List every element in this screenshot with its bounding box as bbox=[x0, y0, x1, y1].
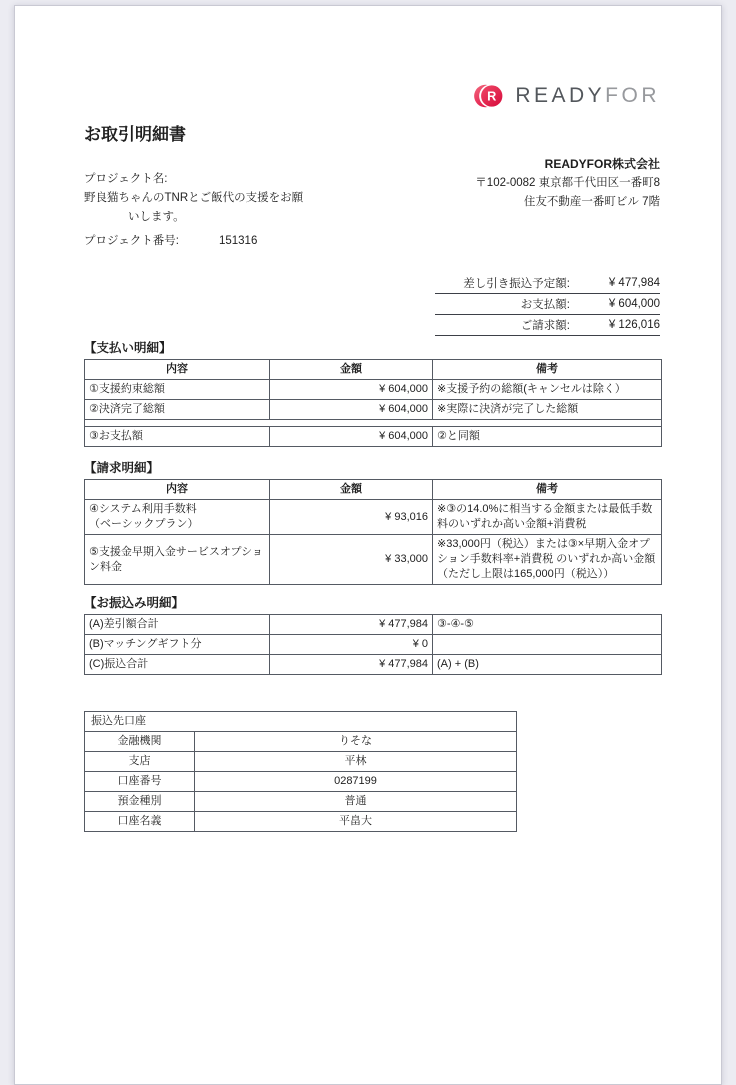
payment-details-table bbox=[84, 359, 662, 447]
project-name bbox=[84, 189, 384, 227]
table-row bbox=[85, 535, 662, 585]
bank-row-label: 預金種別 bbox=[85, 792, 195, 812]
header-row bbox=[85, 360, 662, 380]
column-header-item: 内容 bbox=[85, 480, 270, 500]
project-number-label: プロジェクト番号: bbox=[84, 235, 179, 247]
payment-details-heading: 【支払い明細】 bbox=[84, 341, 172, 355]
amount-cell: ¥ 33,000 bbox=[270, 535, 433, 585]
bank-row-label: 金融機関 bbox=[85, 732, 195, 752]
amount-cell: ¥ 477,984 bbox=[270, 655, 433, 675]
project-block bbox=[84, 155, 384, 251]
table-row bbox=[85, 635, 662, 655]
item-cell: ①支援約束総額 bbox=[85, 380, 270, 400]
readyfor-wordmark bbox=[515, 84, 660, 108]
bank-row-value: 普通 bbox=[195, 792, 517, 812]
amount-cell: ¥ 604,000 bbox=[270, 400, 433, 420]
table-row bbox=[85, 380, 662, 400]
summary-row-label: 差し引き振込予定額: bbox=[463, 278, 570, 290]
table-row bbox=[85, 615, 662, 635]
bank-row-label: 口座名義 bbox=[85, 812, 195, 832]
item-cell: ③お支払額 bbox=[85, 427, 270, 447]
amount-cell: ¥ 477,984 bbox=[270, 615, 433, 635]
bank-row-value: 平林 bbox=[195, 752, 517, 772]
bank-row-label: 口座番号 bbox=[85, 772, 195, 792]
table-row bbox=[85, 500, 662, 535]
bank-row bbox=[85, 732, 517, 752]
bank-title-row bbox=[85, 712, 517, 732]
document-title: お取引明細書 bbox=[84, 125, 186, 144]
project-number bbox=[84, 232, 384, 251]
project-name-line2: いします。 bbox=[128, 211, 185, 223]
item-cell: ⑤支援金早期入金サービスオプション料金 bbox=[85, 535, 270, 585]
summary-row-value: ¥ 126,016 bbox=[608, 319, 660, 331]
transfer-details-table bbox=[84, 614, 662, 675]
billing-details-heading: 【請求明細】 bbox=[84, 461, 160, 475]
item-line1: ④システム利用手数料 bbox=[89, 503, 197, 515]
bank-row-label: 支店 bbox=[85, 752, 195, 772]
table-row bbox=[85, 400, 662, 420]
summary-row-value: ¥ 477,984 bbox=[608, 277, 660, 289]
note-cell: ※33,000円（税込）または③×早期入金オプション手数料率+消費税 のいずれか高い金額（ただし上限は165,000円（税込）） bbox=[433, 535, 662, 585]
table-row bbox=[85, 427, 662, 447]
document-page bbox=[14, 5, 722, 1085]
company-block bbox=[475, 155, 660, 251]
summary-table bbox=[435, 273, 660, 336]
bank-row bbox=[85, 752, 517, 772]
bank-row bbox=[85, 772, 517, 792]
project-name-line1: 野良猫ちゃんのTNRとご飯代の支援をお願 bbox=[84, 192, 304, 204]
summary-row-label: ご請求額: bbox=[520, 320, 570, 332]
bank-account-table bbox=[84, 711, 517, 832]
header-row bbox=[85, 480, 662, 500]
item-cell: (C)振込合計 bbox=[85, 655, 270, 675]
summary-row bbox=[435, 294, 660, 315]
note-cell bbox=[433, 635, 662, 655]
amount-cell: ¥ 604,000 bbox=[270, 380, 433, 400]
bank-account-title: 振込先口座 bbox=[85, 712, 517, 732]
project-number-value: 151316 bbox=[218, 235, 258, 247]
summary-row bbox=[435, 315, 660, 336]
wordmark-ready: READY bbox=[515, 84, 606, 107]
note-cell: (A) + (B) bbox=[433, 655, 662, 675]
bank-row bbox=[85, 792, 517, 812]
column-header-amount: 金額 bbox=[270, 360, 433, 380]
svg-text:R: R bbox=[487, 88, 497, 104]
summary-row-value: ¥ 604,000 bbox=[608, 298, 660, 310]
note-cell: ③-④-⑤ bbox=[433, 615, 662, 635]
item-line2: （ベーシックプラン） bbox=[89, 518, 199, 530]
company-address-line1: 〒102-0082 東京都千代田区一番町8 bbox=[475, 177, 660, 189]
column-header-item: 内容 bbox=[85, 360, 270, 380]
table-row bbox=[85, 655, 662, 675]
company-name: READYFOR株式会社 bbox=[544, 157, 660, 171]
spacer-row bbox=[85, 420, 662, 427]
info-row bbox=[84, 155, 660, 251]
bank-row-value: 0287199 bbox=[195, 772, 517, 792]
summary-row bbox=[435, 273, 660, 294]
readyfor-logo bbox=[84, 6, 660, 109]
column-header-note: 備考 bbox=[433, 480, 662, 500]
item-cell: (B)マッチングギフト分 bbox=[85, 635, 270, 655]
note-cell: ②と同額 bbox=[433, 427, 662, 447]
bank-row bbox=[85, 812, 517, 832]
bank-row-value: 平畠大 bbox=[195, 812, 517, 832]
column-header-amount: 金額 bbox=[270, 480, 433, 500]
wordmark-for: FOR bbox=[605, 84, 660, 107]
column-header-note: 備考 bbox=[433, 360, 662, 380]
readyfor-logo-icon bbox=[473, 83, 506, 109]
item-cell: ②決済完了総額 bbox=[85, 400, 270, 420]
item-cell bbox=[85, 500, 270, 535]
item-cell: (A)差引額合計 bbox=[85, 615, 270, 635]
project-name-label: プロジェクト名: bbox=[84, 173, 168, 185]
billing-details-table bbox=[84, 479, 662, 585]
note-cell: ※支援予約の総額(キャンセルは除く） bbox=[433, 380, 662, 400]
amount-cell: ¥ 0 bbox=[270, 635, 433, 655]
summary-row-label: お支払額: bbox=[520, 299, 570, 311]
amount-cell: ¥ 93,016 bbox=[270, 500, 433, 535]
bank-row-value: りそな bbox=[195, 732, 517, 752]
note-cell: ※③の14.0%に相当する金額または最低手数料のいずれか高い金額+消費税 bbox=[433, 500, 662, 535]
company-address-line2: 住友不動産一番町ビル 7階 bbox=[523, 196, 660, 208]
note-cell: ※実際に決済が完了した総額 bbox=[433, 400, 662, 420]
transfer-details-heading: 【お振込み明細】 bbox=[84, 596, 185, 610]
amount-cell: ¥ 604,000 bbox=[270, 427, 433, 447]
